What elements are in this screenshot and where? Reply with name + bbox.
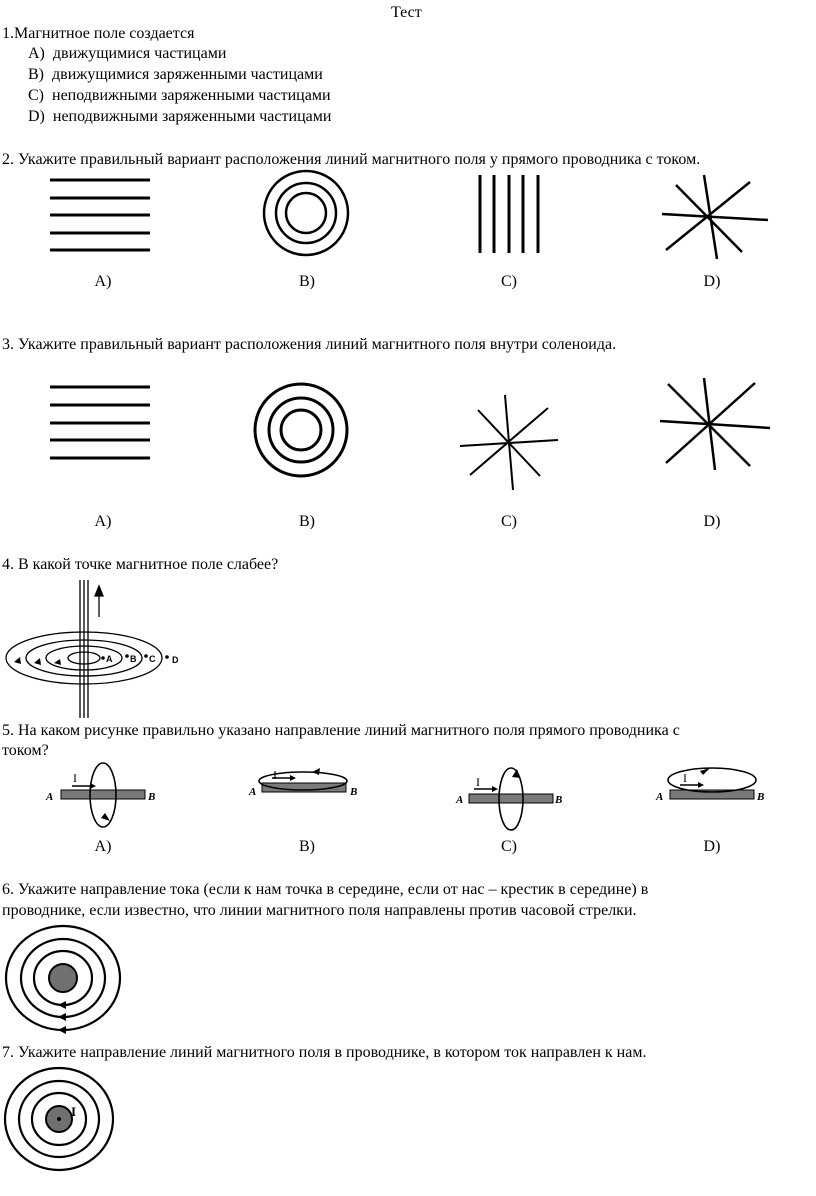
point-b-label[interactable]: B bbox=[130, 654, 137, 664]
option-text: неподвижными заряженными частицами bbox=[52, 108, 332, 125]
end-b-label: B bbox=[350, 786, 358, 798]
field-direction-arrow-icon bbox=[54, 659, 61, 665]
q3-parallel-horizontal-lines-figure[interactable] bbox=[50, 387, 150, 458]
point-a-label[interactable]: A bbox=[106, 654, 113, 664]
end-b-label: B bbox=[757, 791, 765, 803]
q5-label-a[interactable]: A) bbox=[94, 838, 112, 855]
point-c-label[interactable]: C bbox=[149, 654, 156, 664]
q3-label-c[interactable]: C) bbox=[501, 513, 517, 530]
q3-label-a[interactable]: A) bbox=[94, 513, 112, 530]
question-4-text: 4. В какой точке магнитное поле слабее? bbox=[2, 556, 279, 573]
q5-label-c[interactable]: C) bbox=[501, 838, 517, 855]
field-direction-arrow-icon bbox=[58, 1026, 66, 1034]
point-d-label[interactable]: D bbox=[172, 655, 179, 665]
page-title: Тест bbox=[391, 4, 422, 21]
end-b-label: B bbox=[555, 794, 563, 806]
question-3-figures bbox=[0, 0, 816, 540]
option-text: движущимися частицами bbox=[52, 45, 227, 62]
question-5-text-line1: 5. На каком рисунке правильно указано направление линий магнитного поля прямого проводника с bbox=[2, 722, 680, 739]
q4-wire-field-figure bbox=[0, 580, 200, 720]
option-letter: A) bbox=[28, 45, 45, 62]
field-direction-arrow-icon bbox=[34, 658, 41, 665]
current-label: I bbox=[273, 768, 277, 782]
q3-label-d[interactable]: D) bbox=[703, 513, 721, 530]
field-direction-arrow-icon bbox=[58, 1001, 66, 1009]
option-letter: C) bbox=[28, 87, 44, 104]
current-label: I bbox=[683, 771, 687, 785]
q5-figure-d[interactable] bbox=[655, 768, 764, 803]
q3-large-radial-lines-figure[interactable] bbox=[660, 378, 770, 470]
q3-concentric-circles-figure[interactable] bbox=[255, 384, 347, 476]
q6-conductor-field-figure bbox=[0, 922, 140, 1037]
option-text: движущимися заряженными частицами bbox=[52, 66, 323, 83]
q2-label-a[interactable]: A) bbox=[94, 273, 112, 290]
current-arrow-head bbox=[95, 586, 103, 596]
q2-label-b[interactable]: B) bbox=[299, 273, 315, 290]
current-label: I bbox=[476, 775, 480, 789]
current-label: I bbox=[73, 771, 77, 785]
question-6-text-line2: проводнике, если известно, что линии магнитного поля направлены против часовой стрелки. bbox=[2, 902, 637, 919]
q5-label-d[interactable]: D) bbox=[703, 838, 721, 855]
q5-figure-c[interactable] bbox=[455, 768, 562, 830]
question-3-text: 3. Укажите правильный вариант расположения линий магнитного поля внутри соленоида. bbox=[2, 336, 617, 353]
question-1-text: 1.Магнитное поле создается bbox=[2, 25, 195, 42]
arrow-icon bbox=[101, 813, 110, 821]
question-7-text: 7. Укажите направление линий магнитного поля в проводнике, в котором ток направлен к нам. bbox=[2, 1044, 647, 1061]
q3-label-b[interactable]: B) bbox=[299, 513, 315, 530]
point-a-dot bbox=[101, 656, 105, 660]
q5-figure-b[interactable] bbox=[248, 768, 357, 798]
question-5-figures bbox=[0, 755, 816, 835]
end-a-label: A bbox=[656, 791, 664, 803]
q5-figure-a[interactable] bbox=[45, 763, 155, 827]
current-label: I bbox=[71, 1104, 77, 1119]
q5-label-b[interactable]: B) bbox=[299, 838, 315, 855]
point-b-dot bbox=[125, 654, 129, 658]
q3-small-radial-lines-figure[interactable] bbox=[460, 395, 558, 490]
point-c-dot bbox=[144, 654, 148, 658]
question-5-text-line2: током? bbox=[2, 742, 49, 759]
end-a-label: A bbox=[456, 794, 464, 806]
question-6-text-line1: 6. Укажите направление тока (если к нам точка в середине, если от нас – крестик в середине) в bbox=[2, 881, 649, 898]
current-toward-viewer-dot bbox=[57, 1117, 61, 1121]
q2-label-d[interactable]: D) bbox=[703, 273, 721, 290]
arrow-icon bbox=[312, 768, 320, 775]
option-letter: D) bbox=[28, 108, 45, 125]
field-direction-arrow-icon bbox=[58, 1013, 66, 1021]
end-a-label: A bbox=[46, 791, 54, 803]
q7-conductor-field-figure bbox=[0, 1063, 140, 1183]
point-d-dot bbox=[165, 655, 169, 659]
option-text: неподвижными заряженными частицами bbox=[52, 87, 331, 104]
field-direction-arrow-icon bbox=[14, 657, 21, 664]
question-2-text: 2. Укажите правильный вариант расположения линий магнитного поля у прямого проводника с током. bbox=[2, 151, 701, 168]
option-letter: B) bbox=[28, 66, 44, 83]
conductor-cross-section bbox=[49, 964, 77, 992]
end-b-label: B bbox=[148, 791, 156, 803]
end-a-label: A bbox=[249, 786, 257, 798]
q2-label-c[interactable]: C) bbox=[501, 273, 517, 290]
